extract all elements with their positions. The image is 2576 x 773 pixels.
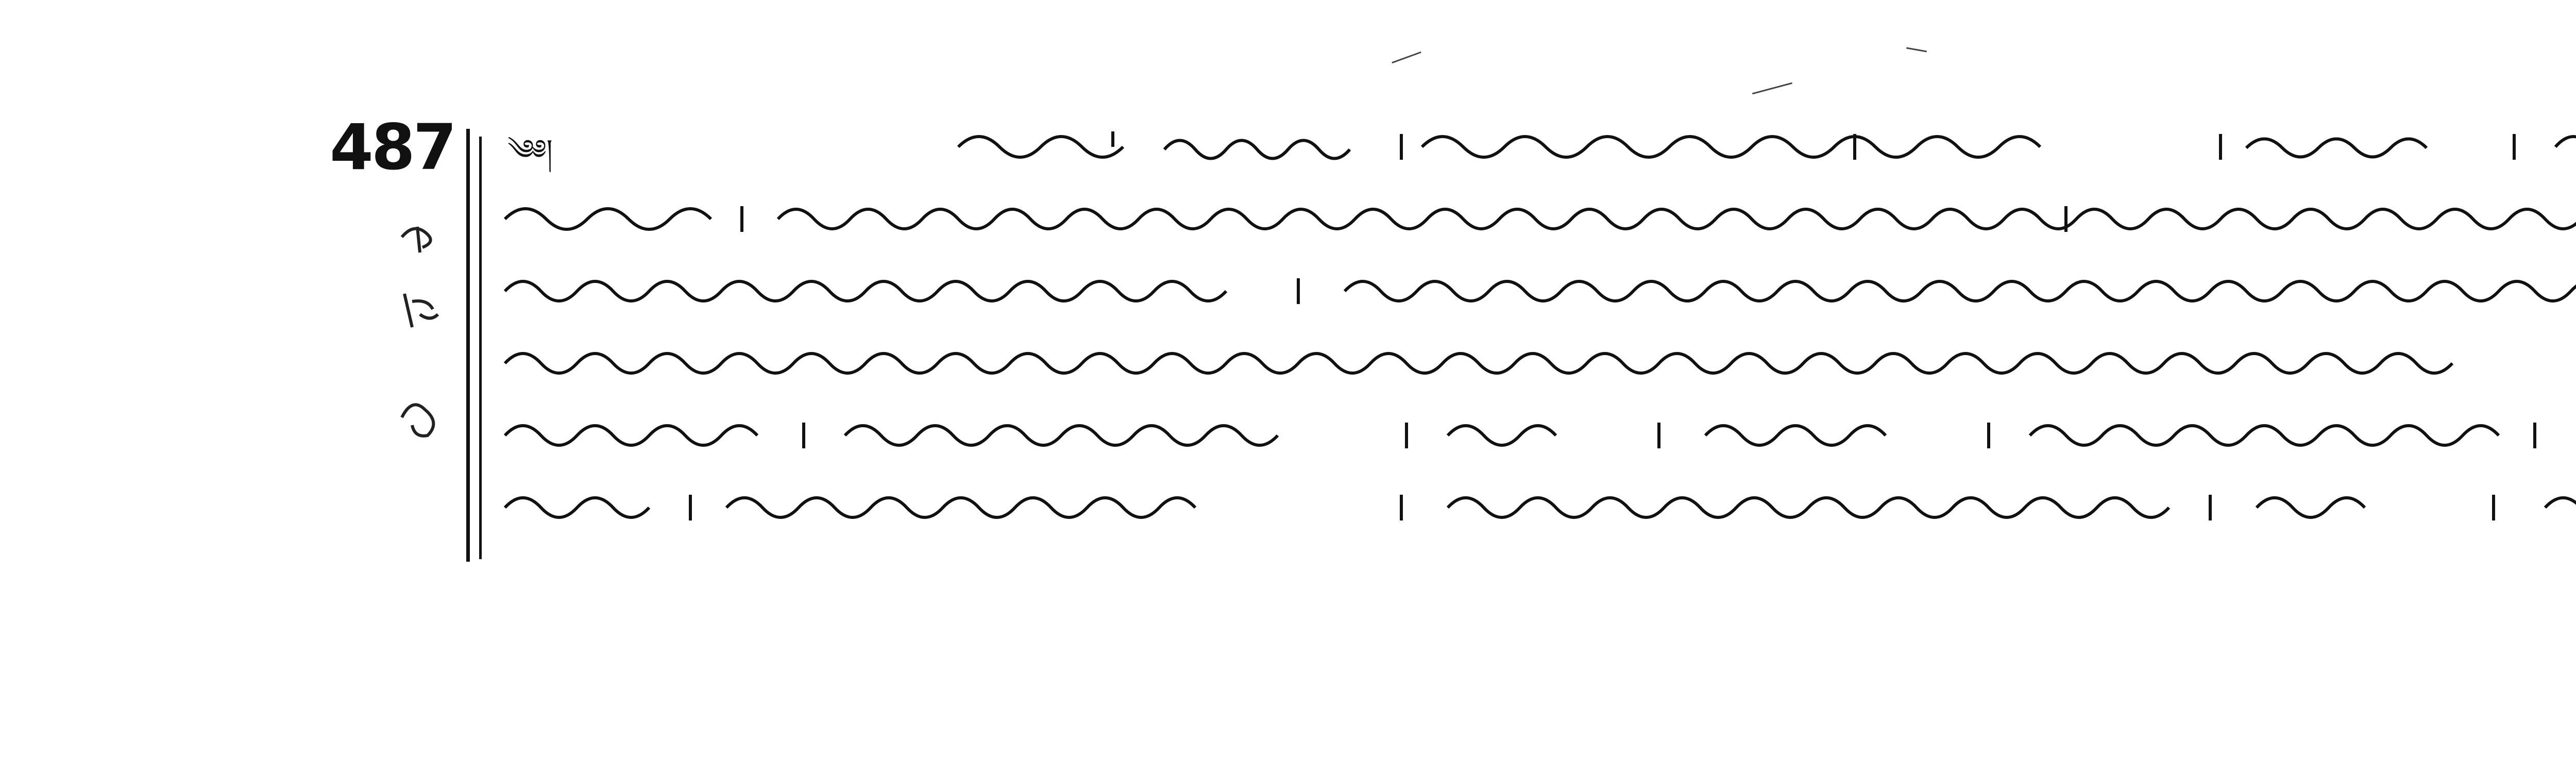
left-margin-rule-inner [479,137,482,559]
script-line-5 [495,399,2576,456]
script-line-6 [495,472,2576,528]
script-line-4 [495,327,2576,384]
stray-mark [1392,52,1421,63]
page-number: 487 [330,111,455,184]
stray-mark [1752,82,1792,95]
folio-label: ༄༅། [507,133,553,166]
script-line-2 [495,183,2576,240]
left-margin-rule-outer [466,129,470,562]
margin-note-3 [392,386,453,448]
script-line-3 [495,255,2576,312]
margin-note-1 [392,206,453,268]
script-line-1 [495,111,2576,167]
stray-mark [1906,47,1927,53]
margin-note-2 [392,278,453,340]
